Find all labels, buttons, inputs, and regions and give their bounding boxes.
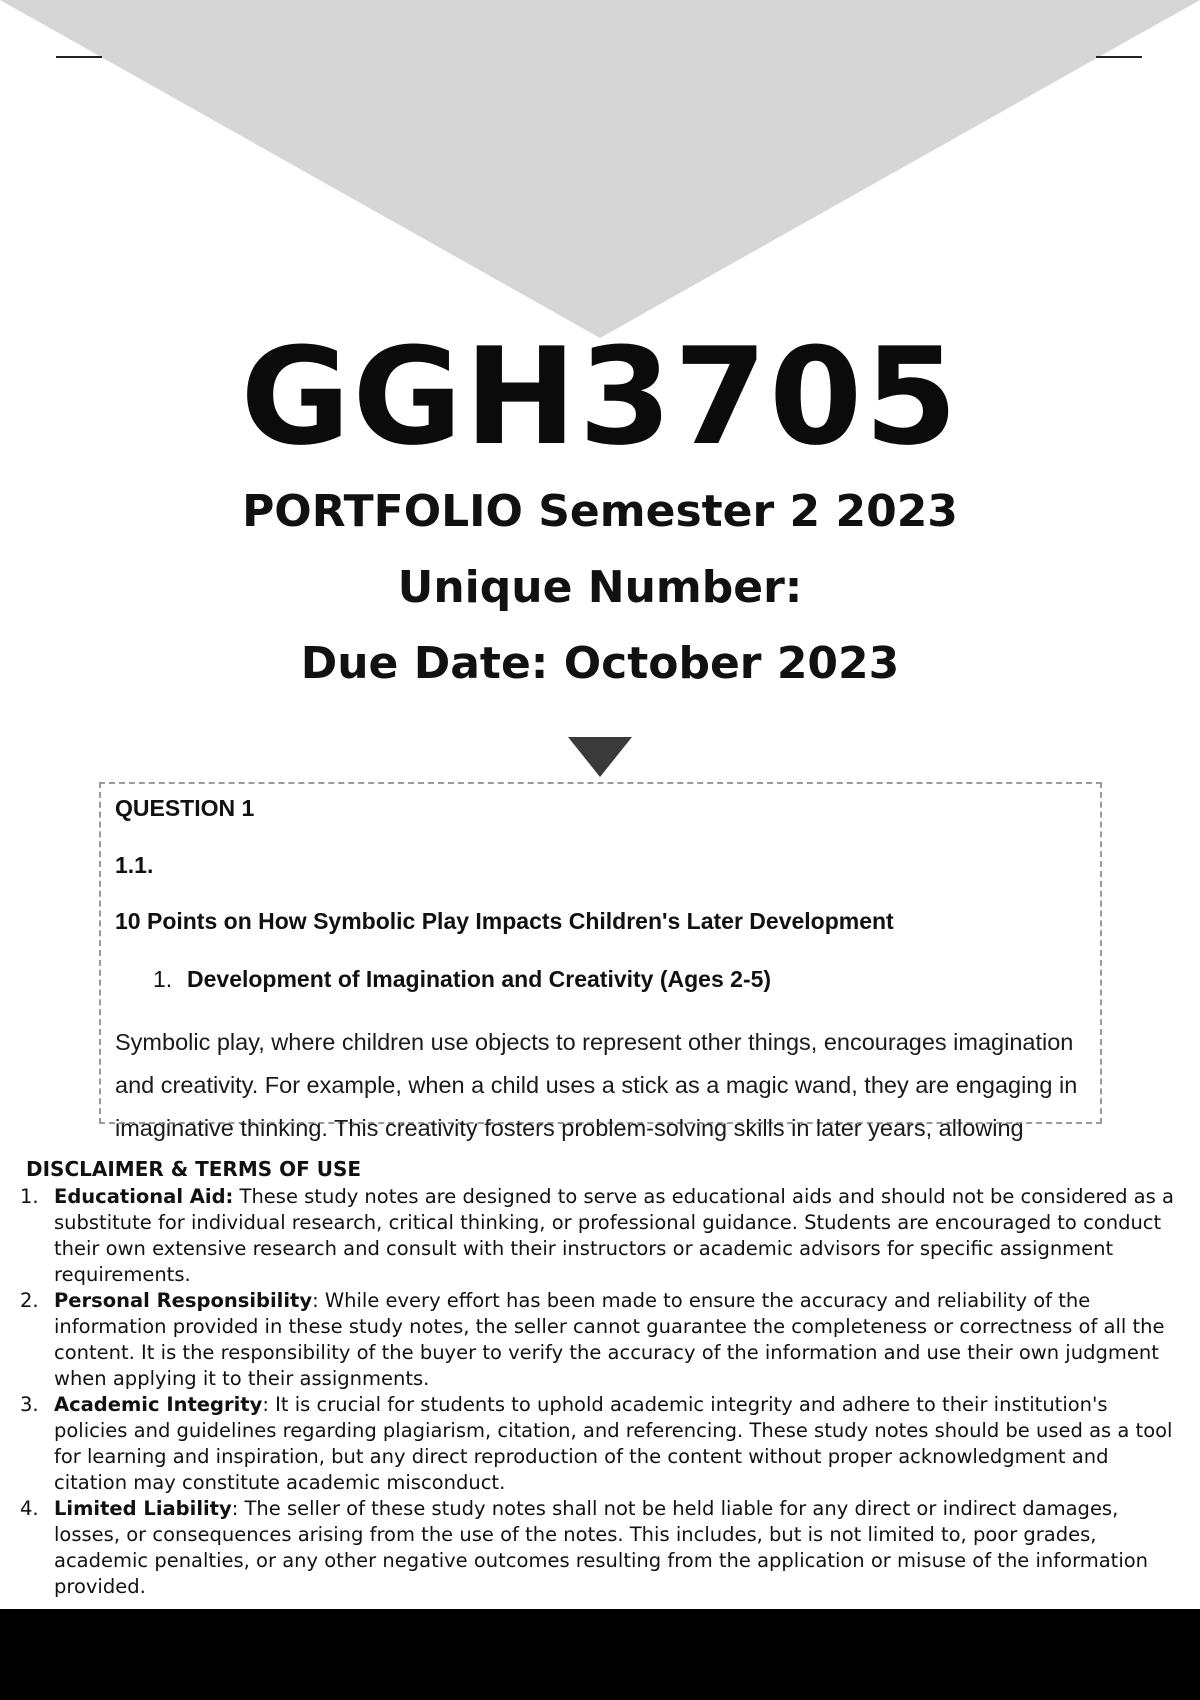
down-arrow-icon [568, 737, 632, 777]
disclaimer-item [14, 1392, 1186, 1496]
disclaimer-list [14, 1184, 1186, 1600]
disclaimer-item-label: Personal Responsibility [54, 1289, 313, 1312]
top-chevron-shape [0, 0, 1200, 340]
disclaimer-item-text: These study notes are designed to serve as educational aids and should not be considered as a substitute for individual research, critical thinking, or professional guidance. Students are encouraged to conduct their own extensive research and consult with their instructors or academic advisors for specific assignment requirements. [54, 1185, 1174, 1286]
due-date: Due Date: October 2023 [300, 638, 900, 689]
list-item-label: Development of Imagination and Creativity (Ages 2-5) [187, 966, 772, 992]
disclaimer-item-text: : While every effort has been made to ensure the accuracy and reliability of the information provided in these study notes, the seller cannot guarantee the completeness or correctness of all the content. It is the responsibility of the buyer to verify the accuracy of the information and use their own judgment when applying it to their assignments. [54, 1289, 1165, 1390]
bottom-black-bar [0, 1609, 1200, 1700]
disclaimer-item [14, 1184, 1186, 1288]
portfolio-semester: PORTFOLIO Semester 2 2023 [242, 486, 958, 537]
disclaimer-item-text: : It is crucial for students to uphold academic integrity and adhere to their institution's policies and guidelines regarding plagiarism, citation, and referencing. These study notes should be used as a tool for learning and inspiration, but any direct reproduction of the content without proper acknowledgment and citation may constitute academic misconduct. [54, 1393, 1173, 1494]
disclaimer-item-number: 3. [20, 1393, 39, 1416]
disclaimer-section [14, 1156, 1186, 1600]
unique-number: Unique Number: [397, 562, 803, 613]
disclaimer-item-label: Limited Liability [54, 1497, 232, 1520]
course-code: GGH3705 [240, 319, 960, 475]
disclaimer-item-text: : The seller of these study notes shall not be held liable for any direct or indirect damages, losses, or consequences arising from the use of the notes. This includes, but is not limited to, poor grades, academic penalties, or any other negative outcomes resulting from the application or misuse of the information provided. [54, 1497, 1149, 1598]
document-preview [99, 782, 1102, 1141]
top-left-rule [56, 56, 102, 58]
preview-body-text: Symbolic play, where children use objects to represent other things, encourages imagination and creativity. For example, when a child uses a stick as a magic wand, they are engaging in imaginative thinking. This creativity fosters problem-solving skills in later years, allowing [115, 1029, 1078, 1141]
disclaimer-item [14, 1288, 1186, 1392]
question-title: 10 Points on How Symbolic Play Impacts Children's Later Development [115, 908, 894, 934]
disclaimer-item-label: Educational Aid: [54, 1185, 234, 1208]
disclaimer-item-number: 1. [20, 1185, 39, 1208]
question-sub-number: 1.1. [115, 852, 154, 878]
disclaimer-item-label: Academic Integrity [54, 1393, 263, 1416]
disclaimer-item-number: 2. [20, 1289, 39, 1312]
numbered-list-item [115, 965, 1086, 993]
question-heading: QUESTION 1 [115, 795, 255, 821]
list-item-number: 1. [153, 966, 173, 992]
top-right-rule [1096, 56, 1142, 58]
disclaimer-item [14, 1496, 1186, 1600]
disclaimer-item-number: 4. [20, 1497, 39, 1520]
disclaimer-heading: DISCLAIMER & TERMS OF USE [26, 1157, 362, 1181]
